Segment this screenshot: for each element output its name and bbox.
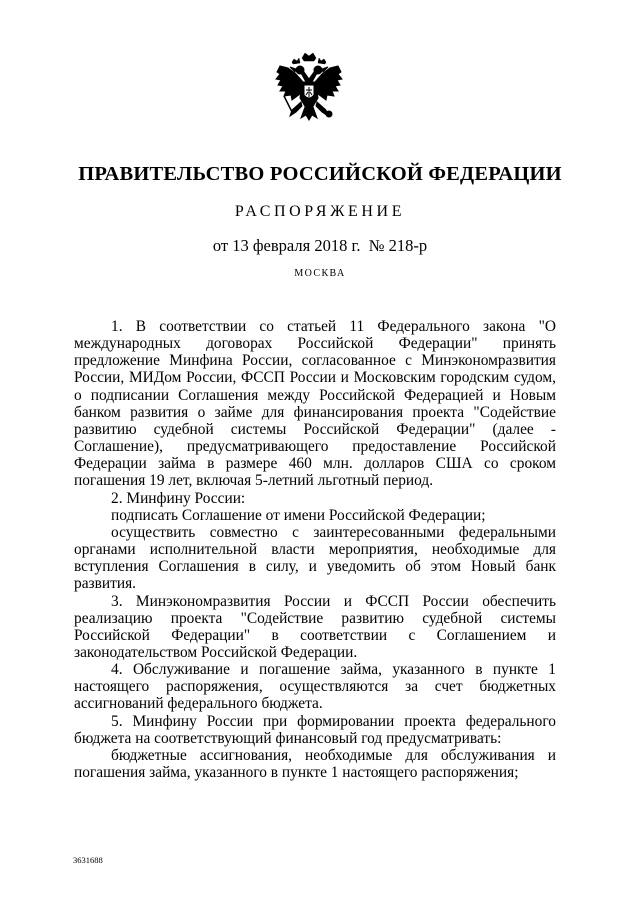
coat-of-arms-icon (272, 52, 346, 138)
document-body (74, 318, 556, 781)
government-title: ПРАВИТЕЛЬСТВО РОССИЙСКОЙ ФЕДЕРАЦИИ (78, 163, 562, 185)
paragraph-1: 1. В соответствии со статьей 11 Федерального закона "О международных договорах Российской Федерации" принять предложение Минфина России, согласованное с Минэкономразвития России, МИДом России, ФССП России и Московским городским судом, о подписании Соглашения между Российской Федерацией и Новым банком развития о займе для финансирования проекта "Содействие развитию судебной системы Российской Федерации" (далее - Соглашение), предусматривающего предоставление Российской Федерации займа в размере 460 млн. долларов США со сроком погашения 19 лет, включая 5-летний льготный период. (74, 318, 556, 490)
paragraph-2-item-1: подписать Соглашение от имени Российской Федерации; (111, 506, 486, 524)
paragraph-2: 2. Минфину России: (111, 489, 246, 507)
document-date-number: от 13 февраля 2018 г. № 218-р (212, 236, 428, 255)
paragraph-5: 5. Минфину России при формировании проекта федерального бюджета на соответствующий финансовый год предусматривать: (74, 712, 556, 747)
city-label: МОСКВА (294, 268, 346, 279)
paragraph-4: 4. Обслуживание и погашение займа, указанного в пункте 1 настоящего распоряжения, осуществляются за счет бюджетных ассигнований федерального бюджета. (74, 661, 556, 713)
paragraph-5-item-1: бюджетные ассигнования, необходимые для обслуживания и погашения займа, указанного в пункте 1 настоящего распоряжения; (74, 746, 556, 782)
document-code: 3631688 (73, 855, 103, 865)
paragraph-3: 3. Минэкономразвития России и ФССП России обеспечить реализацию проекта "Содействие развитию судебной системы Российской Федерации" в соответствии с Соглашением и законодательством Российской Федерации. (74, 592, 556, 661)
document-type: РАСПОРЯЖЕНИЕ (234, 203, 406, 220)
paragraph-2-item-2: осуществить совместно с заинтересованными федеральными органами исполнительной власти мероприятия, необходимые для вступления Соглашения в силу, и уведомить об этом Новый банк развития. (74, 523, 556, 593)
